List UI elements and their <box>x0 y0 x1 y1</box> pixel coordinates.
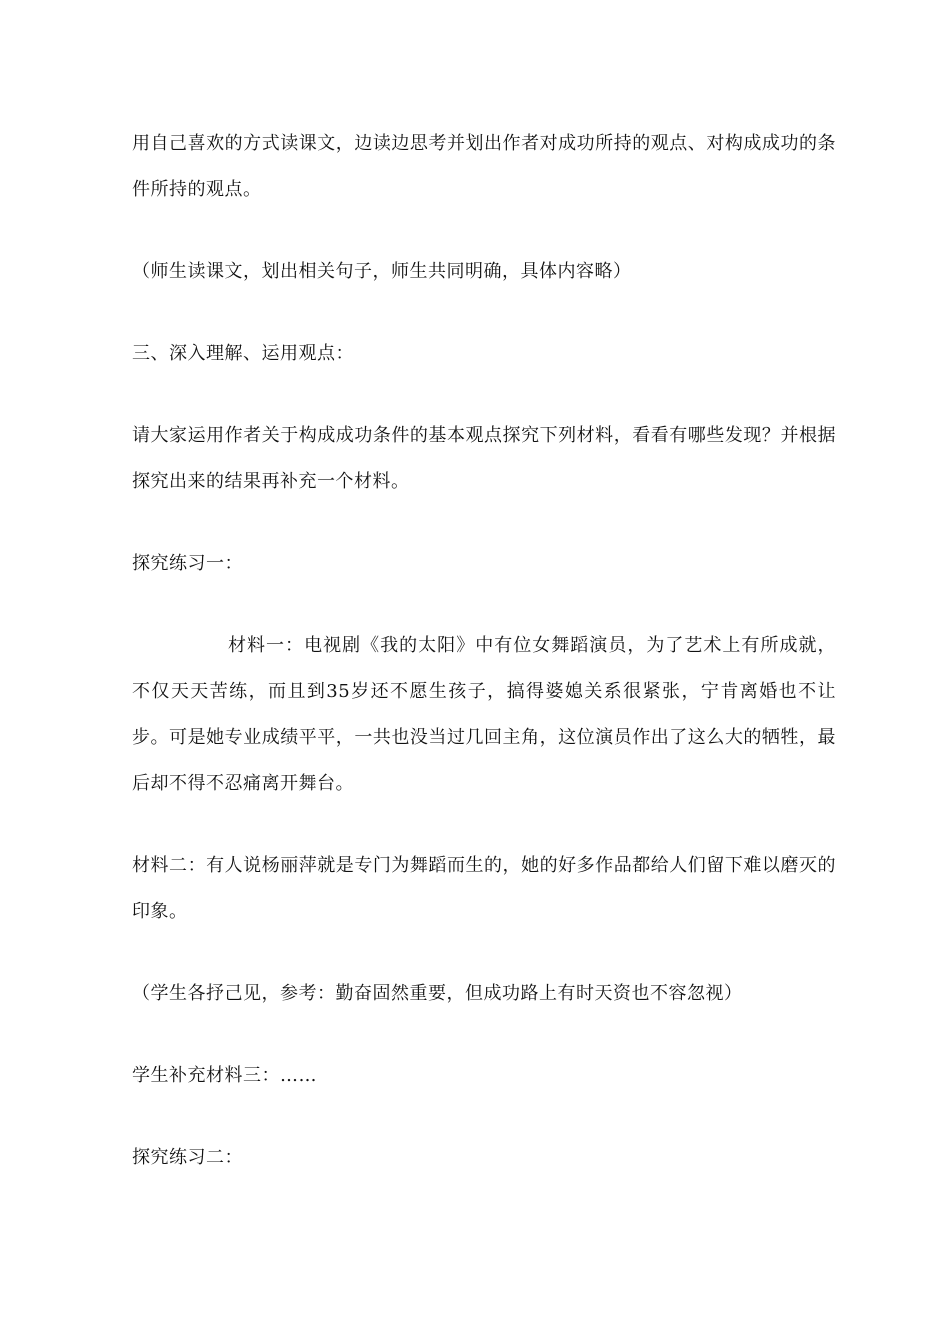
paragraph-material-one: 材料一：电视剧《我的太阳》中有位女舞蹈演员，为了艺术上有所成就，不仅天天苦练，而且到35岁还不愿生孩子，搞得婆媳关系很紧张，宁肯离婚也不让步。可是她专业成绩平平，一共也没当过几回主角，这位演员作出了这么大的牺牲，最后却不得不忍痛离开舞台。 <box>132 635 836 794</box>
exercise-heading-two: 探究练习二： <box>132 1147 243 1168</box>
paragraph-reading-note: （师生读课文，划出相关句子，师生共同明确，具体内容略） <box>132 261 632 282</box>
section-heading-three: 三、深入理解、运用观点： <box>132 343 354 364</box>
paragraph-material-three: 学生补充材料三：…… <box>132 1065 317 1086</box>
paragraph-material-two: 材料二：有人说杨丽萍就是专门为舞蹈而生的，她的好多作品都给人们留下难以磨灭的印象。 <box>132 855 836 922</box>
paragraph-reading-task: 用自己喜欢的方式读课文，边读边思考并划出作者对成功所持的观点、对构成成功的条件所持的观点。 <box>132 133 836 200</box>
paragraph-instruction: 请大家运用作者关于构成成功条件的基本观点探究下列材料，看看有哪些发现？并根据探究出来的结果再补充一个材料。 <box>132 425 836 492</box>
paragraph-student-discussion: （学生各抒己见，参考：勤奋固然重要，但成功路上有时天资也不容忽视） <box>132 983 743 1004</box>
exercise-heading-one: 探究练习一： <box>132 553 243 574</box>
